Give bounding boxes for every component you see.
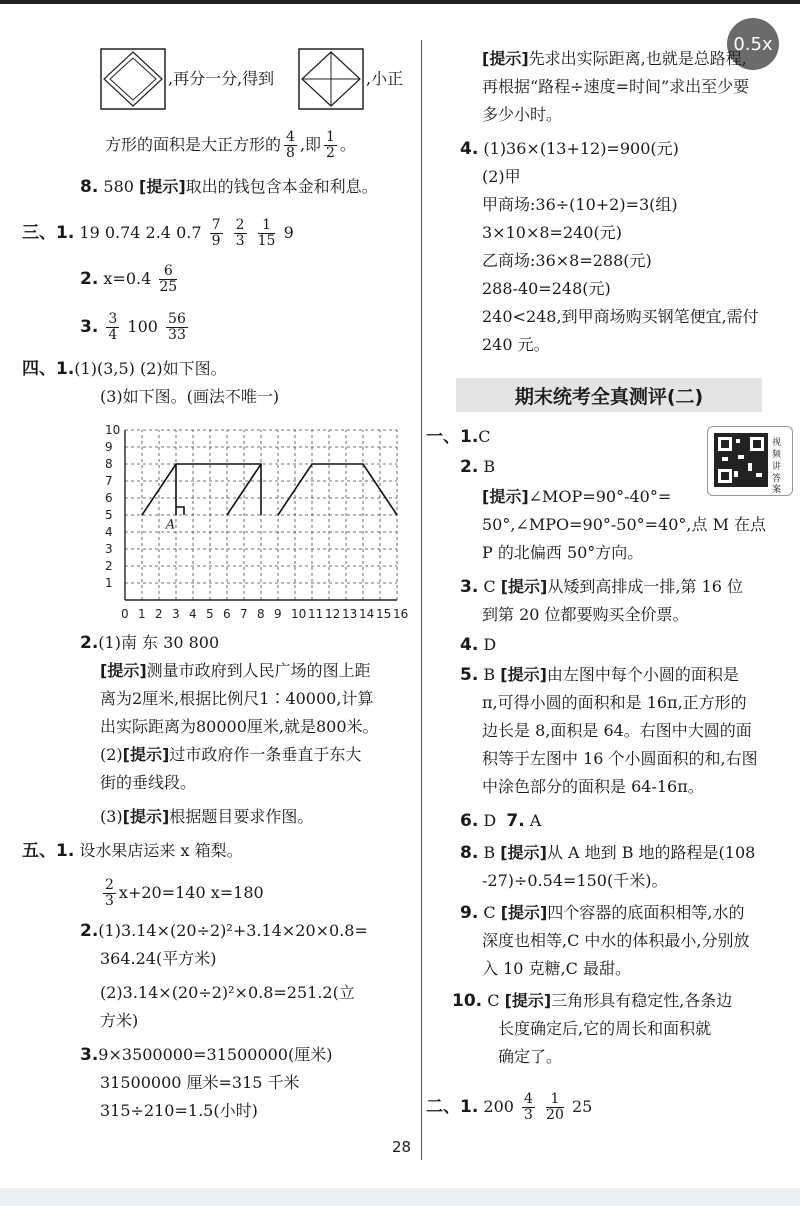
svg-text:视: 视 — [772, 438, 782, 448]
x-tick-label: 16 — [393, 607, 409, 621]
qr-code-icon[interactable] — [707, 426, 793, 496]
text-line: 方形的面积是大正方形的 $\frac{4}{8}$ ,即 $\frac{1}{2}$ 。 — [105, 129, 356, 161]
x-tick-label: 1 — [138, 607, 146, 621]
x-tick-label: 15 — [376, 607, 392, 621]
text-line: 240<248,到甲商场购买钢笔便宜,需付 — [482, 307, 759, 326]
section-5-answer-2: 2.(1)3.14×(20÷2)²+3.14×20×0.8= — [80, 921, 368, 941]
fraction: $\frac{2}{3}$ — [105, 877, 114, 909]
x-tick-label: 11 — [308, 607, 324, 621]
x-tick-label: 10 — [291, 607, 307, 621]
x-tick-label: 2 — [155, 607, 163, 621]
text-line: $\frac{2}{3}$ x+20=140 x=180 — [105, 877, 264, 909]
text-line: 确定了。 — [498, 1047, 563, 1066]
y-tick-label: 1 — [105, 576, 113, 590]
fraction: $\frac{1}{2}$ — [326, 129, 335, 161]
section-3-answer-1: 三、1. 19 0.74 2.4 0.7 $\frac{7}{9}$ $\frac{2}{3}$ $\frac{1}{15}$ 9 — [22, 217, 294, 249]
svg-text:答: 答 — [772, 474, 782, 484]
text-line: 中涂色部分的面积是 64-16π。 — [482, 777, 704, 796]
answer-6-7: 6. D 7. A — [460, 811, 542, 831]
svg-text:案: 案 — [772, 485, 782, 495]
answer-3: 3. C [提示]从矮到高排成一排,第 16 位 — [460, 577, 743, 597]
text-line: (3)如下图。(画法不唯一) — [100, 387, 280, 406]
text-line: [提示]测量市政府到人民广场的图上距 — [100, 661, 371, 680]
text-line: 315÷210=1.5(小时) — [100, 1101, 258, 1120]
text-line: ,小正 — [366, 69, 404, 88]
fraction: $\frac{7}{9}$ — [211, 217, 221, 249]
fraction: $\frac{3}{4}$ — [108, 311, 118, 343]
text-line: 边长是 8,面积是 64。右图中大圆的面 — [482, 721, 752, 740]
text-line: 50°,∠MPO=90°-50°=40°,点 M 在点 — [482, 515, 767, 534]
footer-bar — [0, 1188, 800, 1206]
text-line: (2)甲 — [482, 167, 521, 186]
y-tick-label: 7 — [105, 474, 113, 488]
x-tick-label: 8 — [257, 607, 265, 621]
fraction: $\frac{6}{25}$ — [159, 263, 178, 295]
answer-8: 8. 580 [提示]取出的钱包含本金和利息。 — [80, 177, 378, 197]
text-line: 31500000 厘米=315 千米 — [100, 1073, 300, 1092]
answer-4: 4. (1)36×(13+12)=900(元) — [460, 139, 679, 159]
point-label: A — [165, 517, 176, 533]
top-border — [0, 0, 800, 4]
section-3-answer-2: 2. x=0.4 $\frac{6}{25}$ — [80, 263, 178, 295]
text-line: 甲商场:36÷(10+2)=3(组) — [482, 195, 678, 214]
text-line: 街的垂线段。 — [100, 773, 197, 792]
answer-9: 9. C [提示]四个容器的底面积相等,水的 — [460, 903, 745, 923]
column-divider — [421, 40, 422, 1160]
x-tick-label: 6 — [223, 607, 231, 621]
text-line: [提示]∠MOP=90°-40°= — [482, 487, 672, 506]
text-line: P 的北偏西 50°方向。 — [482, 543, 644, 562]
answer-5: 5. B [提示]由左图中每个小圆的面积是 — [460, 665, 739, 685]
answer-10: 10. C [提示]三角形具有稳定性,各条边 — [452, 991, 733, 1011]
svg-text:频: 频 — [772, 450, 782, 460]
y-tick-label: 10 — [105, 423, 121, 437]
x-tick-label: 5 — [206, 607, 214, 621]
text-line: 288-40=248(元) — [482, 279, 611, 298]
text-line: 方米) — [100, 1011, 139, 1030]
answer-8: 8. B [提示]从 A 地到 B 地的路程是(108 — [460, 843, 756, 863]
answer-1-1: 一、1.C — [426, 427, 491, 447]
text-line: 乙商场:36×8=288(元) — [482, 251, 652, 270]
section-5-answer-3: 3.9×3500000=31500000(厘米) — [80, 1045, 333, 1065]
x-tick-label: 13 — [342, 607, 358, 621]
x-tick-label: 9 — [274, 607, 282, 621]
svg-text:讲: 讲 — [772, 462, 782, 472]
text-line: (2)3.14×(20÷2)²×0.8=251.2(立 — [100, 983, 355, 1002]
section-5-answer-1: 五、1. 设水果店运来 x 箱梨。 — [22, 841, 243, 861]
right-angle-mark — [176, 507, 184, 515]
text-line: 长度确定后,它的周长和面积就 — [498, 1019, 712, 1038]
text-line: 再根据“路程÷速度=时间”求出至少要 — [482, 77, 750, 96]
x-tick-label: 4 — [189, 607, 197, 621]
section-4-answer-2: 2.(1)南 东 30 800 — [80, 633, 220, 653]
text-line: 364.24(平方米) — [100, 949, 217, 968]
y-tick-label: 5 — [105, 508, 113, 522]
coordinate-grid — [100, 410, 420, 626]
text-line: 入 10 克糖,C 最甜。 — [482, 959, 631, 978]
x-tick-label: 3 — [172, 607, 180, 621]
fraction: $\frac{1}{20}$ — [546, 1091, 564, 1123]
x-tick-label: 0 — [121, 607, 129, 621]
answer-2: 2. B — [460, 457, 496, 477]
square-figure-1 — [100, 48, 166, 110]
fraction: $\frac{4}{3}$ — [524, 1091, 533, 1123]
text-line: 多少小时。 — [482, 105, 563, 124]
y-tick-label: 4 — [105, 525, 113, 539]
fraction: $\frac{56}{33}$ — [168, 311, 186, 343]
y-tick-label: 6 — [105, 491, 113, 505]
text-line: 离为2厘米,根据比例尺1∶40000,计算 — [100, 689, 374, 708]
text-line: 到第 20 位都要购买全价票。 — [482, 605, 689, 624]
fraction: $\frac{2}{3}$ — [235, 217, 245, 249]
drawn-shape — [278, 464, 397, 515]
text-line: (2)[提示]过市政府作一条垂直于东大 — [100, 745, 362, 764]
y-tick-label: 3 — [105, 542, 113, 556]
text-line: (3)[提示]根据题目要求作图。 — [100, 807, 314, 826]
x-tick-label: 7 — [240, 607, 248, 621]
zoom-badge[interactable]: 0.5x — [727, 18, 779, 70]
page-number: 28 — [392, 1138, 412, 1156]
fraction: $\frac{4}{8}$ — [286, 129, 295, 161]
x-tick-label: 14 — [359, 607, 375, 621]
y-tick-label: 2 — [105, 559, 113, 573]
text-line: 积等于左图中 16 个小圆面积的和,右图 — [482, 749, 758, 768]
answer-2-1: 二、1. 200 $\frac{4}{3}$ $\frac{1}{20}$ 25 — [426, 1091, 593, 1123]
section-title: 期末统考全真测评(二) — [456, 378, 762, 412]
text-line: 240 元。 — [482, 335, 550, 354]
x-tick-label: 12 — [325, 607, 341, 621]
section-3-answer-3: 3. $\frac{3}{4}$ 100 $\frac{56}{33}$ — [80, 311, 186, 343]
text-line: ,再分一分,得到 — [168, 69, 275, 88]
text-line: -27)÷0.54=150(千米)。 — [482, 871, 668, 890]
text-line: 出实际距离为80000厘米,就是800米。 — [100, 717, 379, 736]
text-line: [提示]先求出实际距离,也就是总路程, — [482, 49, 747, 68]
text-line: π,可得小圆的面积和是 16π,正方形的 — [482, 693, 747, 712]
answer-4: 4. D — [460, 635, 497, 655]
text-line: 3×10×8=240(元) — [482, 223, 622, 242]
text-line: 深度也相等,C 中水的体积最小,分别放 — [482, 931, 750, 950]
y-tick-label: 8 — [105, 457, 113, 471]
square-figure-2 — [298, 48, 364, 110]
section-4-answer-1: 四、1.(1)(3,5) (2)如下图。 — [22, 359, 227, 379]
y-tick-label: 9 — [105, 440, 113, 454]
fraction: $\frac{1}{15}$ — [257, 217, 276, 249]
